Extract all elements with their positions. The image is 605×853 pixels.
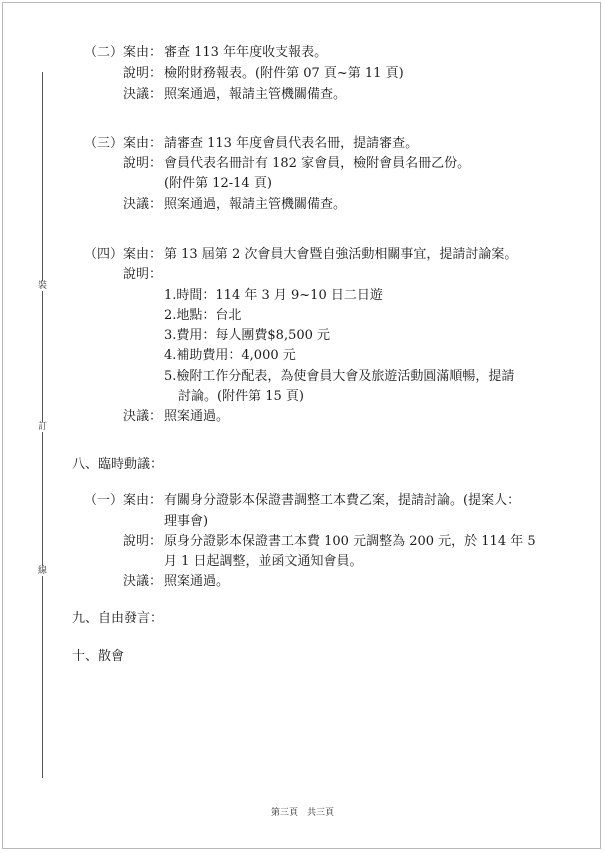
section-9-heading: 九、自由發言： bbox=[72, 611, 164, 626]
page-number-footer: 第三頁 共三頁 bbox=[270, 808, 334, 818]
section-4-item-5-continuation: 討論。(附件第 15 頁) bbox=[178, 389, 304, 404]
section-3-resolution-label: 決議： bbox=[123, 197, 163, 212]
section-8-resolution-label: 決議： bbox=[123, 574, 163, 589]
section-4-item: 3.費用：每人團費$8,500 元 bbox=[164, 328, 331, 343]
section-4-resolution: 照案通過。 bbox=[164, 409, 230, 424]
section-4-resolution-label: 決議： bbox=[123, 409, 163, 424]
section-8-heading: 八、臨時動議： bbox=[72, 457, 164, 472]
section-8-resolution: 照案通過。 bbox=[164, 574, 230, 589]
section-4-item: 1.時間：114 年 3 月 9~10 日二日遊 bbox=[164, 288, 383, 303]
section-2-note-label: 說明： bbox=[123, 66, 163, 81]
section-3-note-continuation: (附件第 12-14 頁) bbox=[164, 176, 272, 191]
section-4-subject: 第 13 屆第 2 次會員大會暨自強活動相關事宜，提請討論案。 bbox=[164, 247, 518, 262]
section-4-note-label: 說明： bbox=[123, 267, 163, 282]
binding-char-xian: 線 bbox=[37, 566, 47, 576]
section-3-note-label: 說明： bbox=[123, 156, 163, 171]
page-border bbox=[2, 2, 601, 849]
section-2-resolution-label: 決議： bbox=[123, 87, 163, 102]
section-3-note: 會員代表名冊計有 182 家會員，檢附會員名冊乙份。 bbox=[164, 156, 471, 171]
section-4-item: 5.檢附工作分配表，為使會員大會及旅遊活動圓滿順暢，提請 bbox=[164, 369, 515, 384]
section-8-subject-continuation: 理事會) bbox=[164, 514, 209, 529]
section-8-note: 原身分證影本保證書工本費 100 元調整為 200 元，於 114 年 5 bbox=[164, 534, 536, 549]
section-3-label: （三）案由： bbox=[84, 136, 163, 151]
section-2-label: （二）案由： bbox=[84, 45, 163, 60]
section-2-subject: 審查 113 年年度收支報表。 bbox=[164, 45, 328, 60]
section-8-note-continuation: 月 1 日起調整，並函文通知會員。 bbox=[164, 554, 363, 569]
binding-char-zhuang: 裝 bbox=[37, 281, 47, 291]
section-3-subject: 請審查 113 年度會員代表名冊，提請審查。 bbox=[164, 136, 419, 151]
section-4-item: 4.補助費用：4,000 元 bbox=[164, 348, 296, 363]
section-4-label: （四）案由： bbox=[84, 247, 163, 262]
section-8-note-label: 說明： bbox=[123, 534, 163, 549]
section-4-item: 2.地點：台北 bbox=[164, 308, 242, 323]
section-8-subject: 有關身分證影本保證書調整工本費乙案，提請討論。(提案人： bbox=[164, 493, 521, 508]
binding-char-ding: 訂 bbox=[37, 422, 47, 432]
section-2-note: 檢附財務報表。(附件第 07 頁~第 11 頁) bbox=[164, 66, 404, 81]
section-8-label: （一）案由： bbox=[84, 493, 163, 508]
section-3-resolution: 照案通過，報請主管機關備查。 bbox=[164, 197, 347, 212]
section-2-resolution: 照案通過，報請主管機關備查。 bbox=[164, 87, 347, 102]
section-10-heading: 十、散會 bbox=[72, 649, 125, 664]
